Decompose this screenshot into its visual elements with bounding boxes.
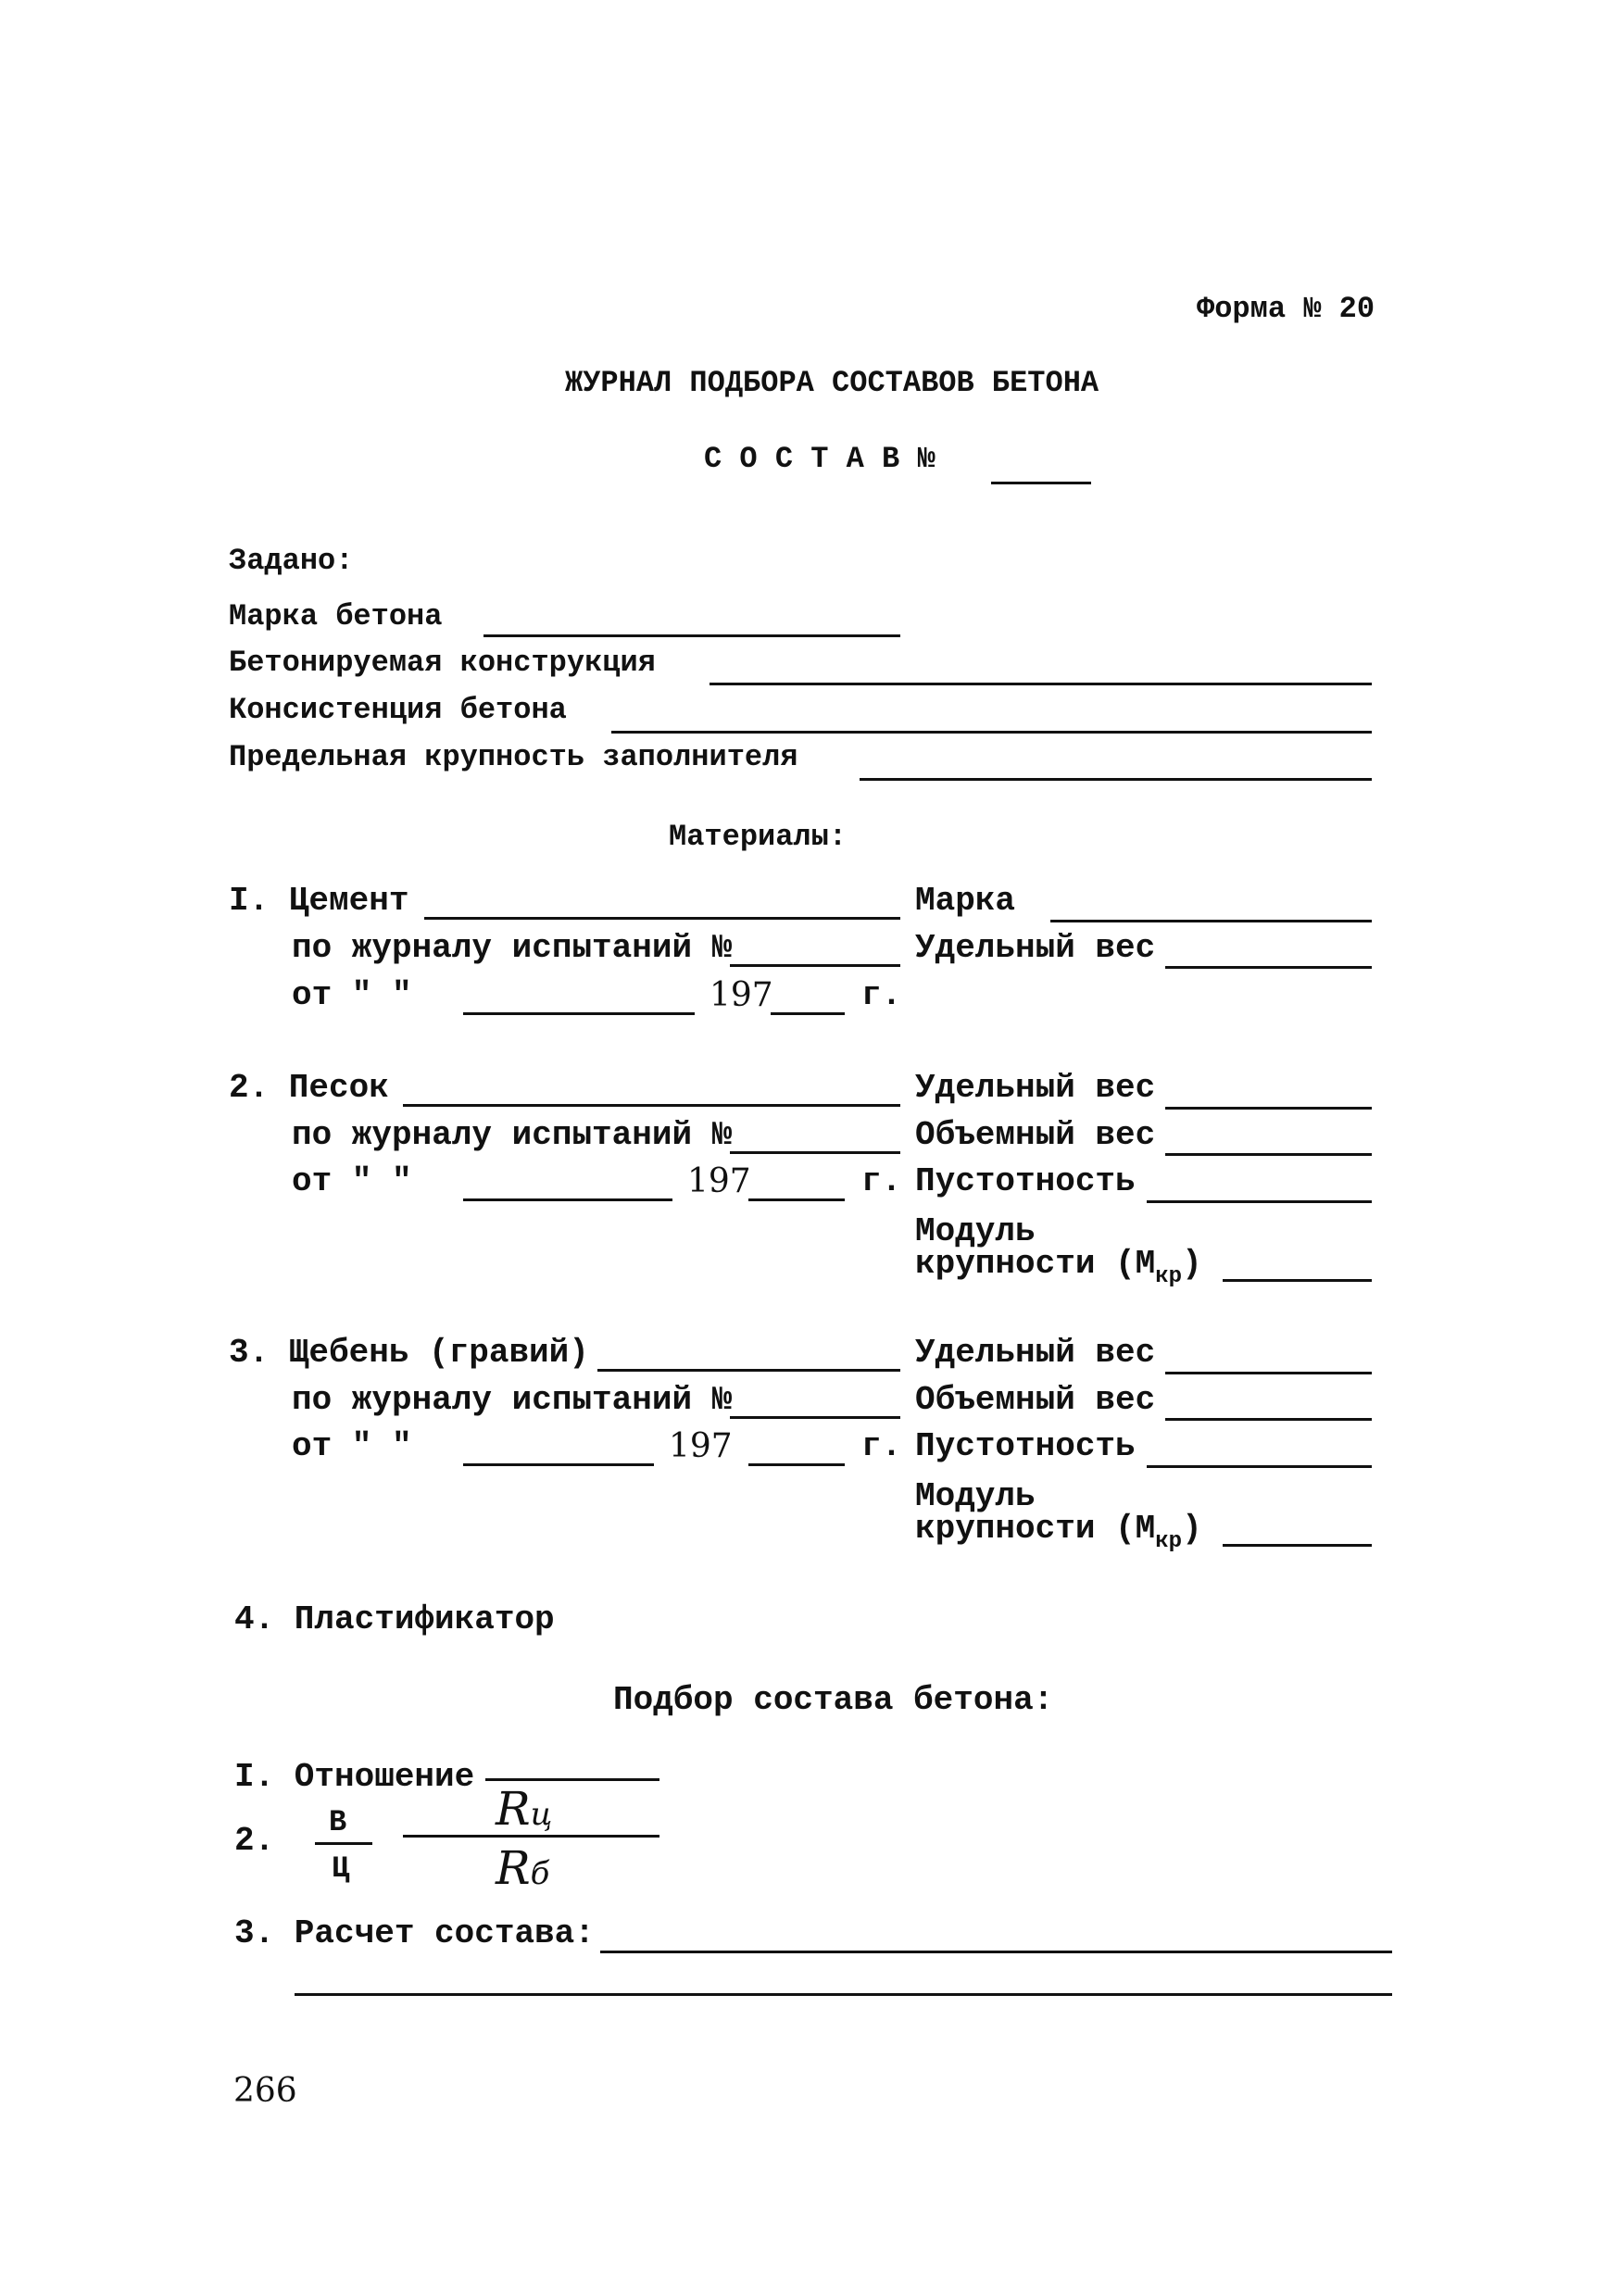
- sand-date-label: от " ": [292, 1162, 412, 1200]
- sand-modulus-label-2: крупности $(М_{кр})$: [915, 1245, 1202, 1289]
- gravel-specific-weight-field[interactable]: [1165, 1372, 1372, 1374]
- structure-label: Бетонируемая конструкция: [229, 646, 656, 680]
- cement-year-field[interactable]: [771, 1012, 845, 1015]
- sand-bulk-weight-label: Объемный вес: [915, 1116, 1156, 1154]
- sand-voidness-field[interactable]: [1147, 1200, 1372, 1203]
- sand-voidness-label: Пустотность: [915, 1162, 1136, 1200]
- max-aggregate-field[interactable]: [860, 778, 1372, 781]
- c-symbol: Ц: [332, 1851, 350, 1886]
- r-top: Rц: [496, 1782, 553, 1836]
- cement-specific-weight-field[interactable]: [1165, 966, 1372, 969]
- max-aggregate-label: Предельная крупность заполнителя: [229, 740, 798, 774]
- gravel-specific-weight-label: Удельный вес: [915, 1334, 1156, 1372]
- ratio-field[interactable]: [485, 1778, 659, 1781]
- cement-journal-label: по журналу испытаний №: [292, 929, 733, 967]
- calc-label: 3. Расчет состава:: [234, 1914, 595, 1952]
- gravel-year-field[interactable]: [748, 1463, 845, 1466]
- cement-year-suffix: г.: [861, 976, 902, 1014]
- sand-year-suffix: г.: [861, 1162, 902, 1200]
- plasticizer-label: 4. Пластификатор: [234, 1600, 555, 1638]
- materials-heading: Материалы:: [669, 820, 848, 854]
- sand-modulus-label-1: Модуль: [915, 1212, 1036, 1250]
- concrete-grade-label: Марка бетона: [229, 599, 443, 634]
- cement-year: 197: [710, 976, 773, 1014]
- sand-year-field[interactable]: [748, 1198, 845, 1201]
- r-bottom: Rб: [496, 1841, 550, 1895]
- sand-specific-weight-field[interactable]: [1165, 1107, 1372, 1110]
- cement-journal-field[interactable]: [730, 964, 900, 967]
- r-fraction-bar: [403, 1835, 659, 1838]
- selection-heading: Подбор состава бетона:: [613, 1681, 1054, 1719]
- sand-bulk-weight-field[interactable]: [1165, 1153, 1372, 1156]
- sand-journal-field[interactable]: [730, 1151, 900, 1154]
- concrete-grade-field[interactable]: [483, 634, 900, 637]
- sand-year: 197: [687, 1162, 751, 1200]
- item2-number: 2.: [234, 1822, 275, 1860]
- consistency-field[interactable]: [611, 731, 1372, 734]
- structure-field[interactable]: [710, 683, 1372, 685]
- cement-grade-label: Марка: [915, 882, 1016, 920]
- sand-label: 2. Песок: [229, 1069, 389, 1107]
- ratio-label: I. Отношение: [234, 1758, 475, 1796]
- composition-number-line: [991, 482, 1091, 484]
- sand-journal-label: по журналу испытаний №: [292, 1116, 733, 1154]
- gravel-modulus-field[interactable]: [1223, 1544, 1372, 1547]
- gravel-field[interactable]: [597, 1369, 900, 1372]
- cement-specific-weight-label: Удельный вес: [915, 929, 1156, 967]
- composition-label: С О С Т А В №: [704, 442, 936, 476]
- sand-date-field[interactable]: [463, 1198, 672, 1201]
- wc-fraction-bar: [315, 1842, 372, 1845]
- w-symbol: В: [329, 1805, 347, 1839]
- calc-field-1[interactable]: [600, 1951, 1392, 1953]
- cement-field[interactable]: [424, 917, 900, 920]
- cement-grade-field[interactable]: [1050, 920, 1372, 922]
- sand-field[interactable]: [403, 1104, 900, 1107]
- form-number: Форма № 20: [1197, 292, 1375, 326]
- sand-modulus-field[interactable]: [1223, 1279, 1372, 1282]
- cement-date-label: от " ": [292, 976, 412, 1014]
- gravel-label: 3. Щебень (гравий): [229, 1334, 589, 1372]
- given-heading: Задано:: [229, 544, 354, 578]
- gravel-voidness-label: Пустотность: [915, 1427, 1136, 1465]
- gravel-modulus-label-2: крупности $(М_{кр})$: [915, 1510, 1202, 1554]
- gravel-bulk-weight-field[interactable]: [1165, 1418, 1372, 1421]
- gravel-bulk-weight-label: Объемный вес: [915, 1381, 1156, 1419]
- gravel-modulus-label-1: Модуль: [915, 1477, 1036, 1515]
- gravel-journal-field[interactable]: [730, 1416, 900, 1419]
- cement-date-field[interactable]: [463, 1012, 695, 1015]
- cement-label: I. Цемент: [229, 882, 409, 920]
- sand-specific-weight-label: Удельный вес: [915, 1069, 1156, 1107]
- gravel-date-field[interactable]: [463, 1463, 654, 1466]
- gravel-year-suffix: г.: [861, 1427, 902, 1465]
- consistency-label: Консистенция бетона: [229, 693, 567, 727]
- page-number: 266: [233, 2072, 297, 2110]
- page-title: ЖУРНАЛ ПОДБОРА СОСТАВОВ БЕТОНА: [565, 366, 1099, 400]
- calc-field-2[interactable]: [295, 1993, 1392, 1996]
- gravel-journal-label: по журналу испытаний №: [292, 1381, 733, 1419]
- gravel-date-label: от " ": [292, 1427, 412, 1465]
- gravel-year: 197: [669, 1427, 733, 1465]
- gravel-voidness-field[interactable]: [1147, 1465, 1372, 1468]
